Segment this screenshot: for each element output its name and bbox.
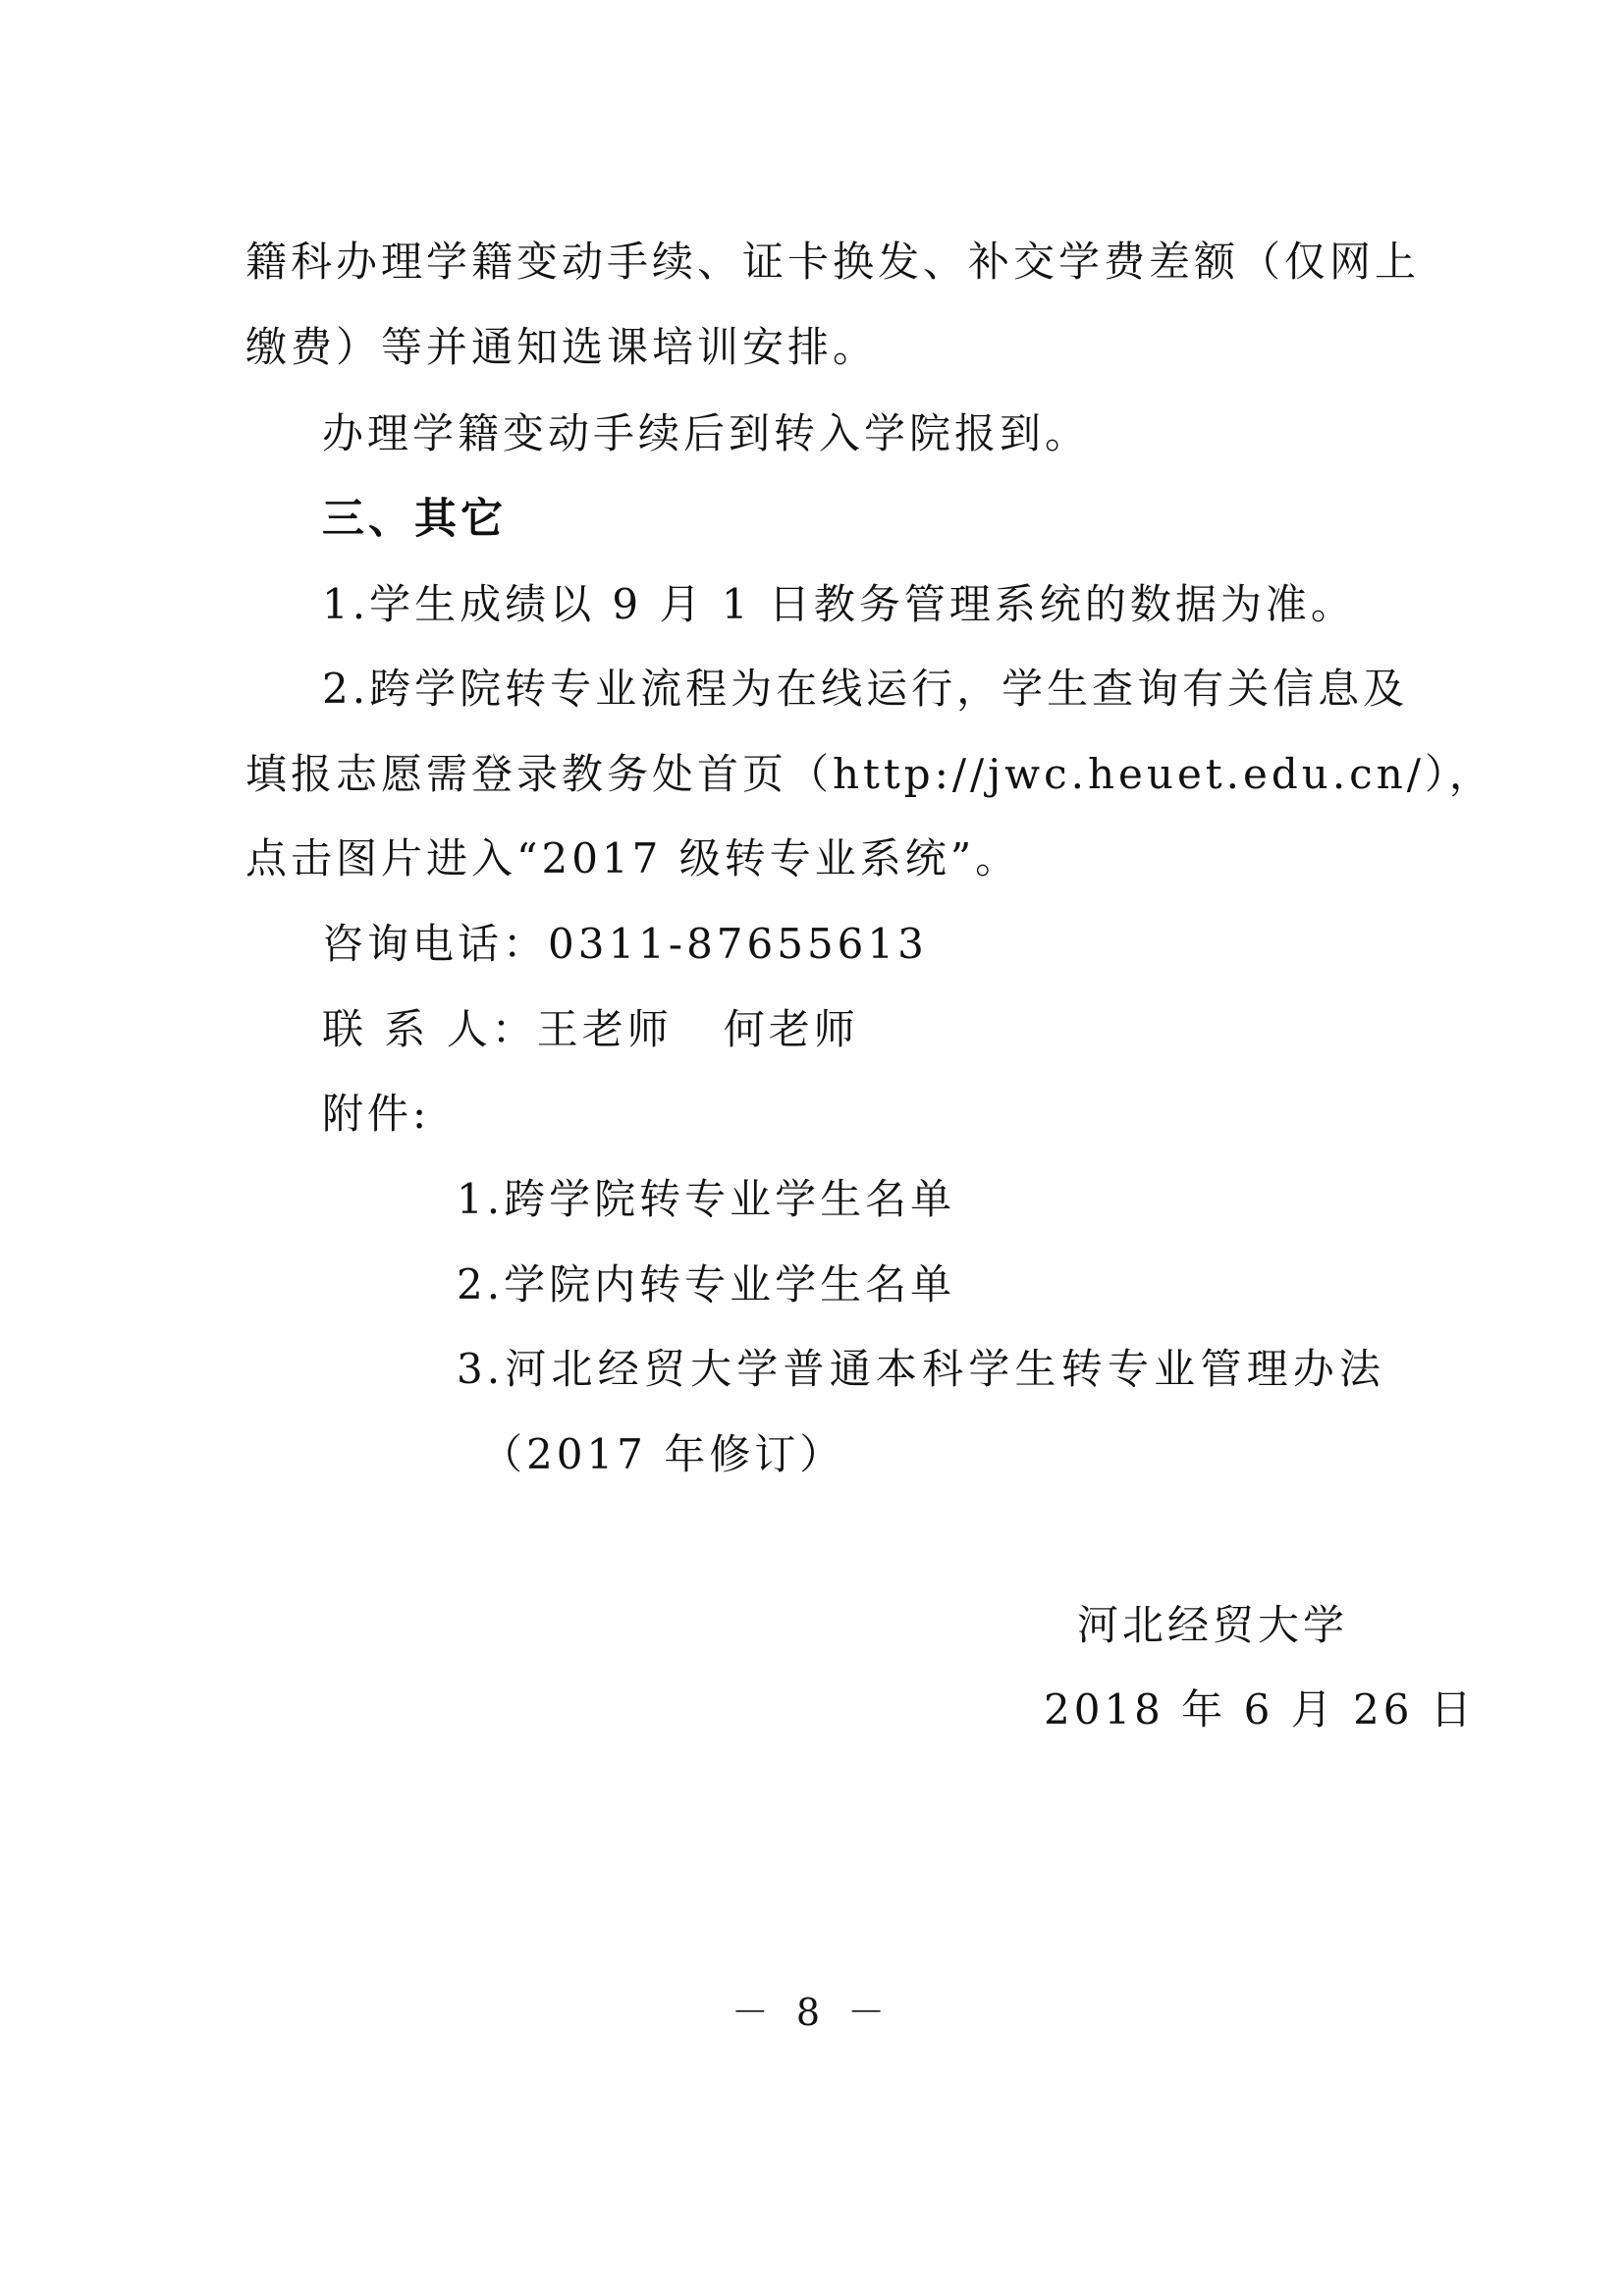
attachment-item: 1.跨学院转专业学生名单 <box>457 1175 956 1223</box>
attachment-item: 3.河北经贸大学普通本科学生转专业管理办法 <box>457 1345 1384 1393</box>
attachment-item: （2017 年修订） <box>481 1430 845 1478</box>
list-item: 1.学生成绩以 9 月 1 日教务管理系统的数据为准。 <box>322 580 1356 628</box>
paragraph-line: 填报志愿需登录教务处首页（http://jwc.heuet.edu.cn/）， <box>245 750 1494 798</box>
paragraph-line: 点击图片进入“2017 级转专业系统”。 <box>245 834 1021 882</box>
paragraph: 办理学籍变动手续后到转入学院报到。 <box>322 409 1091 457</box>
contact-person: 联 系 人：王老师 何老师 <box>322 1005 859 1053</box>
attachment-label: 附件: <box>322 1090 431 1138</box>
paragraph-line: 籍科办理学籍变动手续、证卡换发、补交学费差额（仅网上 <box>245 238 1421 286</box>
signature-date: 2018 年 6 月 26 日 <box>1044 1685 1476 1734</box>
page-number: － 8 － <box>731 1991 893 2034</box>
contact-phone: 咨询电话：0311-87655613 <box>322 920 928 968</box>
list-item: 2.跨学院转专业流程为在线运行，学生查询有关信息及 <box>322 665 1409 713</box>
paragraph-line: 缴费）等并通知选课培训安排。 <box>245 323 879 371</box>
signature-org: 河北经贸大学 <box>1077 1601 1349 1649</box>
attachment-item: 2.学院内转专业学生名单 <box>457 1260 956 1308</box>
section-heading: 三、其它 <box>322 495 507 544</box>
